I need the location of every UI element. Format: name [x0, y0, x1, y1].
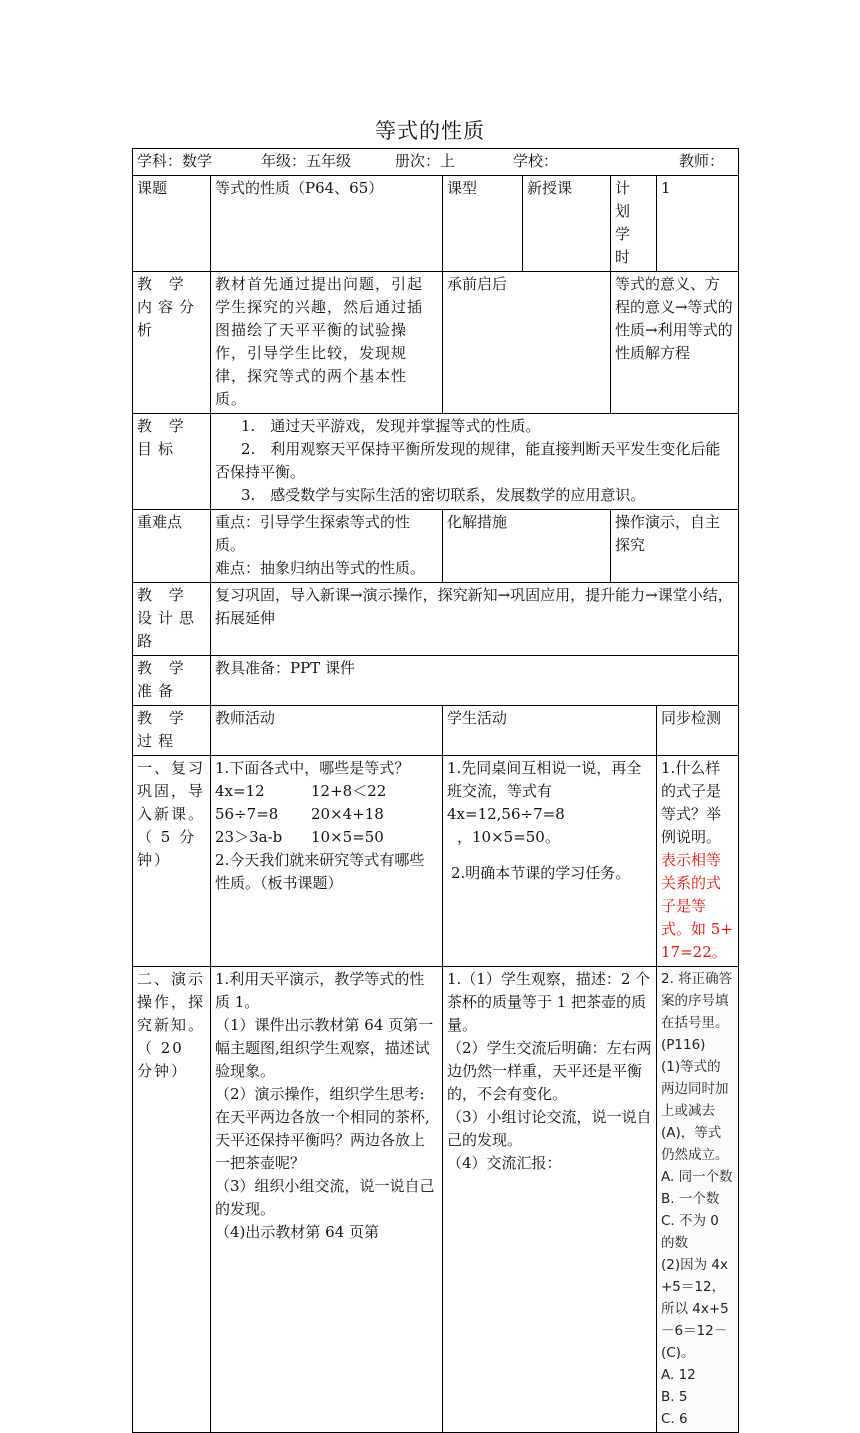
analysis-label: 教 学 内容分析	[133, 272, 211, 414]
teacher-activity-header: 教师活动	[211, 706, 443, 756]
exercise-options-2	[661, 1364, 734, 1430]
subject-label: 学科：数学	[137, 152, 213, 170]
formula: 56÷7=8	[215, 805, 279, 823]
topic-label: 课题	[133, 176, 211, 272]
phase1-student	[443, 756, 657, 967]
formula: 12+8＜22	[311, 782, 387, 800]
student-step-1c: ，10×5=50。	[457, 828, 560, 846]
measures-value: 操作演示，自主探究	[611, 510, 739, 583]
teacher-step: （4)出示教材第 64 页第	[215, 1223, 380, 1241]
goals-list	[211, 414, 739, 510]
page-title: 等式的性质	[375, 119, 485, 143]
keypoints-label: 重难点	[133, 510, 211, 583]
teacher-step: （3）组织小组交流，说一说自己的发现。	[215, 1177, 435, 1218]
planned-hours-label: 计 划 学时	[611, 176, 657, 272]
design-label: 教 学 设计思路	[133, 583, 211, 656]
check-question: 1.什么样的式子是等式？举例说明。	[661, 759, 722, 846]
student-step: 1.（1）学生观察，描述：2 个茶杯的质量等于 1 把茶壶的质量。	[447, 970, 651, 1034]
formula: 10×5=50	[311, 828, 384, 846]
prep-row	[133, 656, 739, 706]
student-activity-header: 学生活动	[443, 706, 657, 756]
exercise-image	[657, 967, 739, 1433]
phase1-question2: 2.今天我们就来研究等式有哪些性质。（板书课题）	[215, 851, 425, 892]
keypoints-text	[211, 510, 443, 583]
lesson-plan-table	[132, 148, 739, 1433]
formula: 20×4+18	[311, 805, 384, 823]
design-text: 复习巩固，导入新课→演示操作，探究新知→巩固应用，提升能力→课堂小结，拓展延伸	[211, 583, 739, 656]
lesson-type-label: 课型	[443, 176, 523, 272]
analysis-row	[133, 272, 739, 414]
goal-item: 3. 感受数学与实际生活的密切联系，发展数学的应用意识。	[241, 486, 646, 504]
process-label: 教 学 过程	[133, 706, 211, 756]
check-answer: 表示相等关系的式子是等式。如 5+17=22。	[661, 851, 733, 961]
student-step-2: 2.明确本节课的学习任务。	[451, 864, 631, 882]
phase1-teacher	[211, 756, 443, 967]
teacher-step: （1）课件出示教材第 64 页第一幅主题图,组织学生观察，描述试验现象。	[215, 1016, 434, 1080]
formula: 4x=12	[215, 782, 265, 800]
continuity-value: 等式的意义、方程的意义→等式的性质→利用等式的性质解方程	[611, 272, 739, 414]
phase2-teacher	[211, 967, 443, 1433]
topic-row	[133, 176, 739, 272]
measures-label: 化解措施	[443, 510, 611, 583]
volume-label: 册次：上	[395, 152, 456, 170]
goals-row	[133, 414, 739, 510]
exercise-option: A. 12	[661, 1367, 696, 1383]
prep-text: 教具准备：PPT 课件	[211, 656, 739, 706]
exercise-option: C. 6	[661, 1411, 688, 1427]
process-header-row	[133, 706, 739, 756]
phase1-row	[133, 756, 739, 967]
keypoints-row	[133, 510, 739, 583]
exercise-option: C. 不为 0 的数	[661, 1213, 719, 1251]
exercise-option: B. 5	[661, 1389, 688, 1405]
focus-text: 重点：引导学生探索等式的性质。	[215, 513, 411, 554]
prep-label: 教 学 准备	[133, 656, 211, 706]
formula-grid	[215, 780, 438, 849]
student-step-1b: 4x=12,56÷7=8	[447, 805, 565, 823]
student-step: （2）学生交流后明确：左右两边仍然一样重，天平还是平衡的，不会有变化。	[447, 1039, 652, 1103]
goals-label: 教 学 目标	[133, 414, 211, 510]
student-step: （4）交流汇报：	[447, 1154, 562, 1172]
phase1-question: 1.下面各式中，哪些是等式？	[215, 759, 410, 777]
exercise-option: B. 一个数	[661, 1191, 720, 1207]
topic-value: 等式的性质（P64、65）	[211, 176, 443, 272]
formula: 23＞3a-b	[215, 828, 283, 846]
teacher-step: （2）演示操作，组织学生思考:在天平两边各放一个相同的茶杯,天平还保持平衡吗？两边各放上一把茶壶呢？	[215, 1085, 430, 1172]
phase1-check	[657, 756, 739, 967]
goal-item: 1. 通过天平游戏，发现并掌握等式的性质。	[241, 417, 541, 435]
school-label: 学校：	[513, 152, 559, 170]
teacher-label: 教师：	[679, 152, 725, 170]
header-row	[133, 149, 739, 176]
phase2-row	[133, 967, 739, 1433]
planned-hours-value: 1	[657, 176, 739, 272]
continuity-label: 承前启后	[443, 272, 611, 414]
analysis-text: 教材首先通过提出问题，引起学生探究的兴趣，然后通过插图描绘了天平平衡的试验操作，引导学生比较，发现规律，探究等式的两个基本性质。	[211, 272, 443, 414]
sync-check-header: 同步检测	[657, 706, 739, 756]
phase2-student	[443, 967, 657, 1433]
design-row	[133, 583, 739, 656]
student-step-1: 1.先同桌间互相说一说，再全班交流，等式有	[447, 759, 642, 800]
exercise-question: 2. 将正确答案的序号填在括号里。(P116)	[661, 971, 733, 1053]
exercise-part-2: (2)因为 4x+5＝12，所以 4x+5－6＝12－(C)。	[661, 1257, 729, 1361]
teacher-step: 1.利用天平演示，教学等式的性质 1。	[215, 970, 425, 1011]
lesson-type-value: 新授课	[523, 176, 611, 272]
exercise-option: A. 同一个数	[661, 1169, 733, 1185]
phase1-label: 一、复习巩固，导入新课。（ 5 分钟）	[133, 756, 211, 967]
difficulty-text: 难点：抽象归纳出等式的性质。	[215, 559, 426, 577]
phase2-label: 二、演示操作，探究新知。（ 20 分钟）	[133, 967, 211, 1433]
student-step: （3）小组讨论交流，说一说自己的发现。	[447, 1108, 652, 1149]
exercise-part-1: (1)等式的两边同时加上或减去(A)，等式仍然成立。	[661, 1059, 729, 1163]
grade-label: 年级：五年级	[261, 152, 352, 170]
goal-item: 2. 利用观察天平保持平衡所发现的规律，能直接判断天平发生变化后能否保持平衡。	[215, 440, 721, 481]
